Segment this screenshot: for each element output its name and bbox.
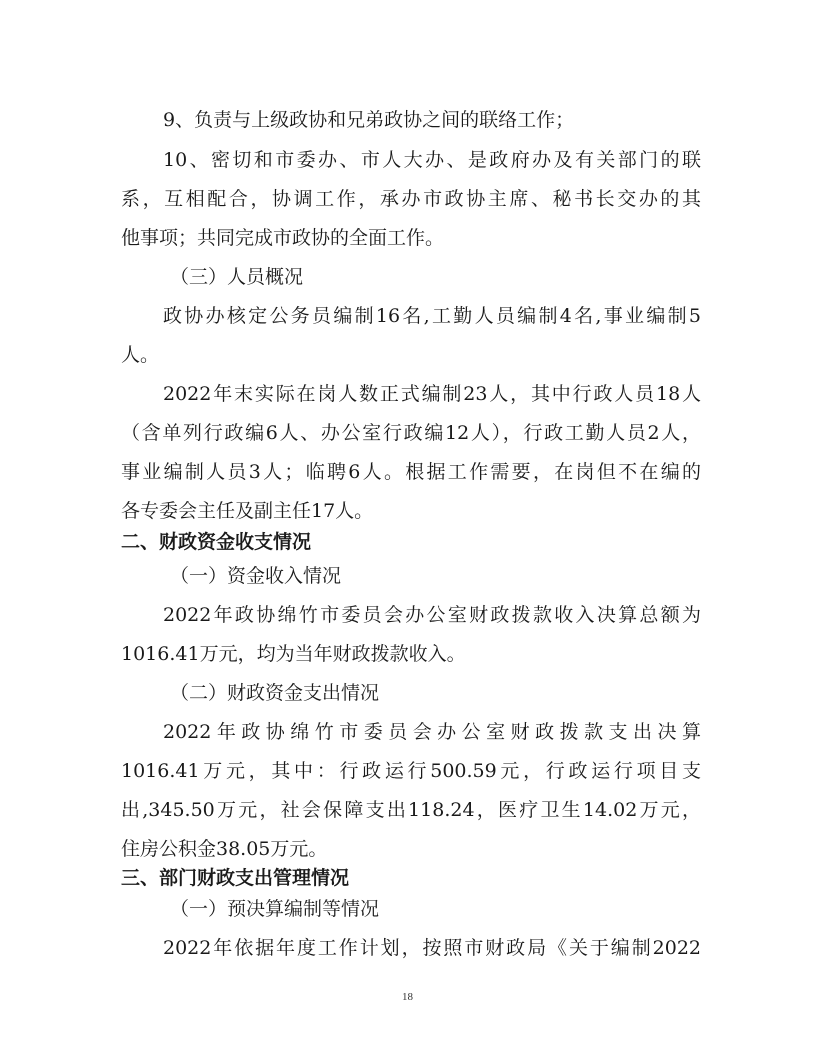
subsection-heading: （二）财政资金支出情况	[170, 682, 380, 704]
text-line: 住房公积金38.05万元。	[121, 838, 328, 860]
text-line: 系，互相配合，协调工作，承办市政协主席、秘书长交办的其	[121, 188, 701, 210]
text-line: 事业编制人员3人；临聘6人。根据工作需要，在岗但不在编的	[121, 461, 701, 483]
text-line: 10、密切和市委办、市人大办、是政府办及有关部门的联	[163, 149, 701, 171]
subsection-heading: （一）预决算编制等情况	[170, 898, 380, 920]
subsection-heading: （三）人员概况	[170, 266, 304, 288]
section-heading: 三、部门财政支出管理情况	[121, 867, 350, 889]
text-line: 2022年政协绵竹市委员会办公室财政拨款支出决算	[163, 721, 701, 743]
text-line: 2022年末实际在岗人数正式编制23人，其中行政人员18人	[163, 383, 701, 405]
text-line: 9、负责与上级政协和兄弟政协之间的联络工作；	[163, 109, 575, 131]
subsection-heading: （一）资金收入情况	[170, 565, 342, 587]
text-line: 1016.41万元，均为当年财政拨款收入。	[121, 643, 466, 665]
text-line: （含单列行政编6人、办公室行政编12人），行政工勤人员2人，	[121, 422, 701, 444]
text-line: 出,345.50万元，社会保障支出118.24，医疗卫生14.02万元，	[121, 799, 701, 821]
section-heading: 二、财政资金收支情况	[121, 531, 312, 553]
text-line: 各专委会主任及副主任17人。	[121, 500, 374, 522]
text-line: 1016.41万元，其中：行政运行500.59元，行政运行项目支	[121, 760, 701, 782]
page-number: 18	[402, 991, 413, 1003]
text-line: 他事项；共同完成市政协的全面工作。	[121, 227, 445, 249]
text-line: 2022年政协绵竹市委员会办公室财政拨款收入决算总额为	[163, 604, 701, 626]
text-line: 2022年依据年度工作计划，按照市财政局《关于编制2022	[163, 937, 701, 959]
text-line: 政协办核定公务员编制16名,工勤人员编制4名,事业编制5	[163, 305, 701, 327]
text-line: 人。	[121, 344, 160, 366]
